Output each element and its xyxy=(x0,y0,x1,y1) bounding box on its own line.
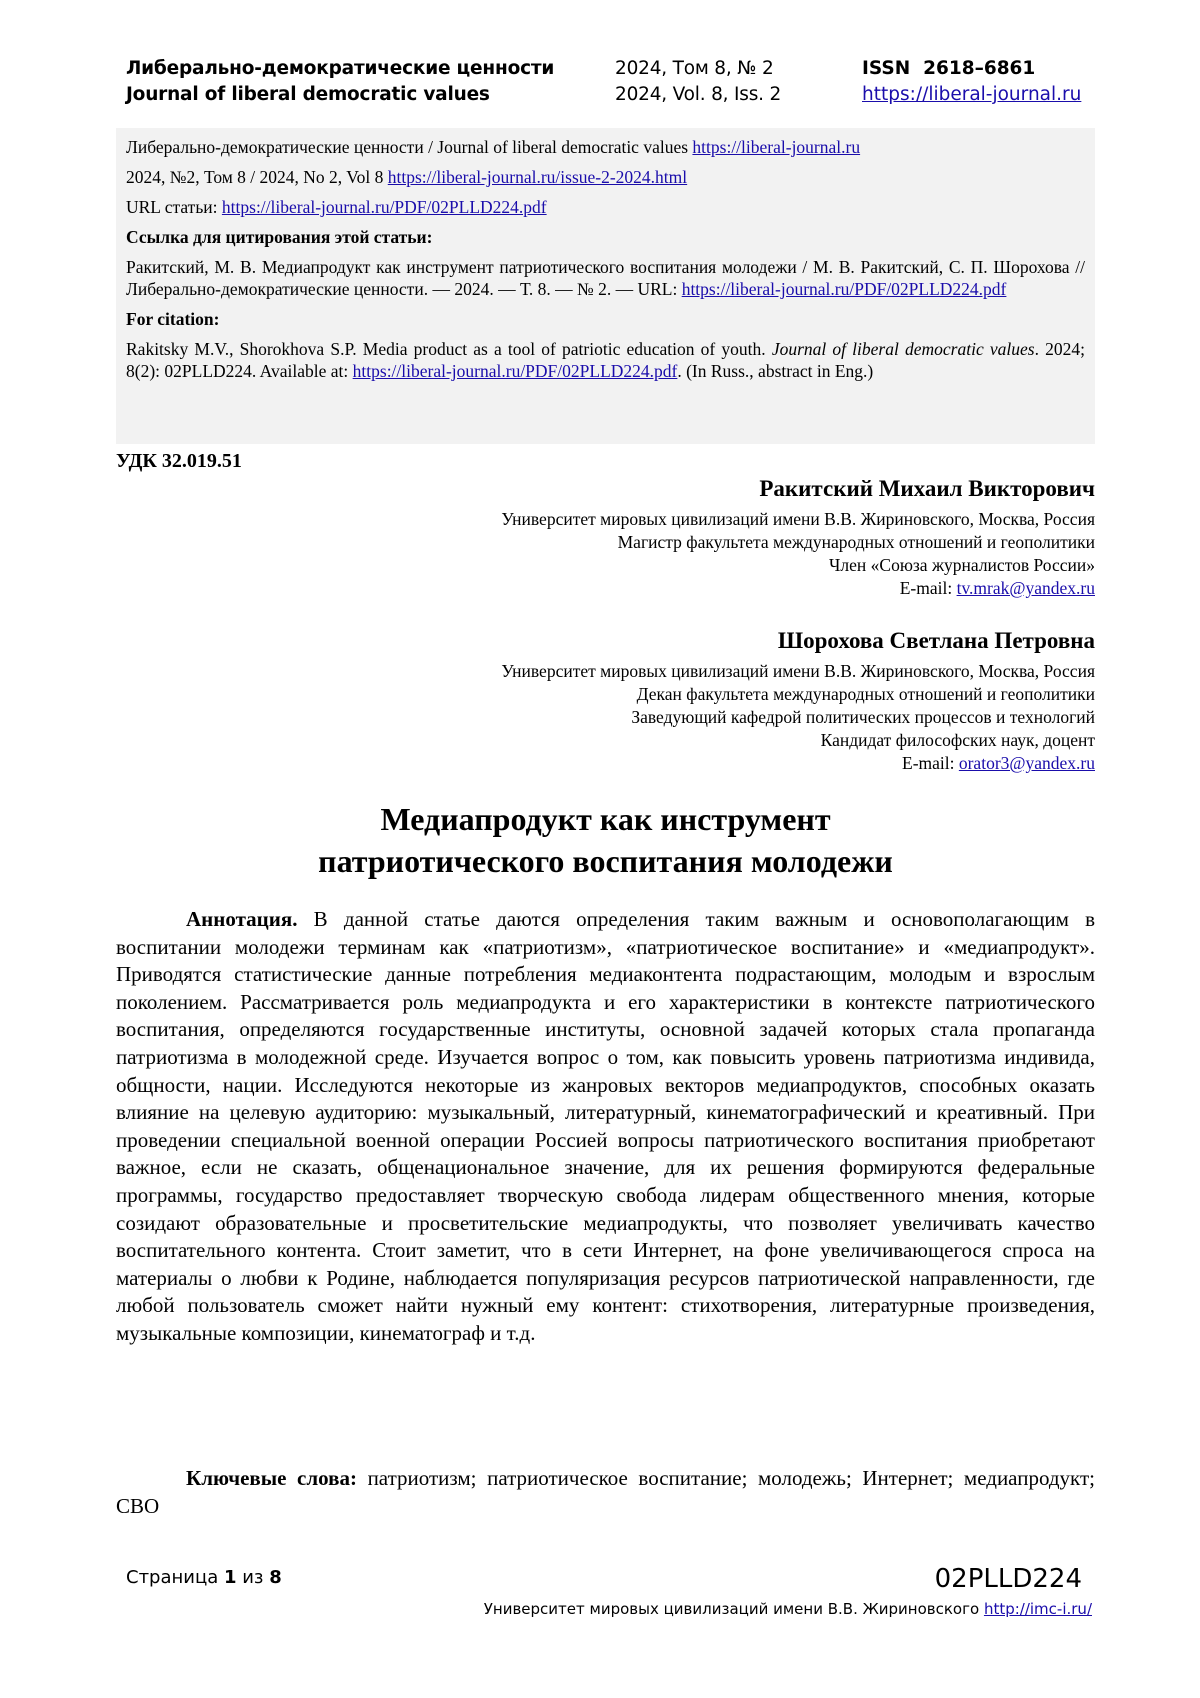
citation-journal-link[interactable]: https://liberal-journal.ru xyxy=(692,137,861,157)
author-block-1 xyxy=(501,474,1095,600)
citation-en-mid: . 2024; 8(2): 02PLLD224. Available at: xyxy=(126,339,1085,381)
author-block-2 xyxy=(501,626,1095,775)
citation-en-journal: Journal of liberal democratic values xyxy=(771,339,1035,359)
issn xyxy=(862,56,1081,82)
article-title xyxy=(116,798,1095,882)
author-membership: Член «Союза журналистов России» xyxy=(829,555,1095,575)
journal-name-ru: Либерально-демократические ценности xyxy=(126,58,555,79)
author-department: Заведующий кафедрой политических процессов и технологий xyxy=(631,707,1095,727)
keywords-text: патриотизм; патриотическое воспитание; молодежь; Интернет; медиапродукт; СВО xyxy=(116,1466,1095,1518)
page-word: Страница xyxy=(126,1567,224,1588)
journal-header xyxy=(126,56,1096,112)
citation-en-after: . (In Russ., abstract in Eng.) xyxy=(677,361,874,381)
page-current: 1 xyxy=(223,1567,237,1588)
journal-site-link[interactable]: https://liberal-journal.ru xyxy=(862,84,1082,105)
author-name: Шорохова Светлана Петровна xyxy=(777,628,1095,653)
abstract-label: Аннотация. xyxy=(186,907,298,931)
author-email-line xyxy=(501,752,1095,775)
author-affiliation: Университет мировых цивилизаций имени В.В. Жириновского, Москва, Россия xyxy=(501,661,1095,681)
issue-ru: 2024, Том 8, № 2 xyxy=(615,58,774,79)
author-affiliation: Университет мировых цивилизаций имени В.В. Жириновского, Москва, Россия xyxy=(501,509,1095,529)
issue-info xyxy=(615,56,781,108)
citation-journal-text: Либерально-демократические ценности / Journal of liberal democratic values xyxy=(126,137,693,157)
footer-university xyxy=(484,1598,1092,1620)
citation-en-label: For citation: xyxy=(126,309,220,329)
article-title-line-1: Медиапродукт как инструмент xyxy=(380,801,831,837)
article-code: 02PLLD224 xyxy=(934,1564,1082,1594)
abstract xyxy=(116,906,1095,1348)
issn-block xyxy=(862,56,1081,108)
citation-issue-line xyxy=(126,166,1085,188)
footer-university-link[interactable]: http://imc-i.ru/ xyxy=(983,1600,1092,1618)
journal-name xyxy=(126,56,554,108)
citation-en-text xyxy=(126,338,1085,382)
citation-ru-label: Ссылка для цитирования этой статьи: xyxy=(126,227,433,247)
journal-name-en: Journal of liberal democratic values xyxy=(126,84,490,105)
citation-url-line xyxy=(126,196,1085,218)
page-counter xyxy=(126,1566,282,1590)
issn-label: ISSN xyxy=(862,58,911,79)
citation-en-link[interactable]: https://liberal-journal.ru/PDF/02PLLD224.pdf xyxy=(352,361,678,381)
author-email-link[interactable]: orator3@yandex.ru xyxy=(958,753,1095,773)
author-degree: Кандидат философских наук, доцент xyxy=(820,730,1095,750)
citation-journal-line xyxy=(126,136,1085,158)
author-position: Магистр факультета международных отношений и геополитики xyxy=(617,532,1095,552)
abstract-text: В данной статье даются определения таким важным и основополагающим в воспитании молодежи терминам как «патриотизм», «патриотическое воспитание» и «медиапродукт». Приводятся статистические данные потребления медиаконтента подрастающим, молодым и взрослым поколением. Рассматривается роль медиапродукта и его характеристики в контексте патриотического воспитания, определяются государственные институты, основной задачей которых стала пропаганда патриотизма в молодежной среде. Изучается вопрос о том, как повысить уровень патриотизма индивида, общности, нации. Исследуются некоторые из жанровых векторов медиапродуктов, способных оказать влияние на целевую аудиторию: музыкальный, литературный, кинематографический и креативный. При проведении специальной военной операции Россией вопросы патриотического воспитания приобретают важное, если не сказать, общенациональное значение, для их решения формируются федеральные программы, государство предоставляет творческую свобода лидерам общественного мнения, которые созидают образовательные и просветительские медиапродукты, что позволяет увеличивать качество воспитательного контента. Стоит заметит, что в сети Интернет, на фоне увеличивающегося спроса на материалы о любви к Родине, наблюдается популяризация ресурсов патриотической направленности, где любой пользователь сможет найти нужный ему контент: стихотворения, литературные произведения, музыкальные композиции, кинематограф и т.д. xyxy=(116,907,1095,1345)
keywords-label: Ключевые слова: xyxy=(186,1466,357,1490)
citation-article-link[interactable]: https://liberal-journal.ru/PDF/02PLLD224.pdf xyxy=(221,197,547,217)
footer-university-text: Университет мировых цивилизаций имени В.В. Жириновского xyxy=(483,1600,984,1618)
issn-number: 2618–6861 xyxy=(923,58,1036,79)
udk-code: УДК 32.019.51 xyxy=(116,450,242,472)
citation-url-label: URL статьи: xyxy=(126,197,222,217)
email-label: E-mail: xyxy=(902,753,959,773)
page-total: 8 xyxy=(269,1567,282,1588)
author-position: Декан факультета международных отношений и геополитики xyxy=(636,684,1095,704)
citation-box xyxy=(116,128,1095,444)
page-of: из xyxy=(236,1567,270,1588)
article-title-line-2: патриотического воспитания молодежи xyxy=(318,843,893,879)
citation-en-body: Rakitsky M.V., Shorokhova S.P. Media product as a tool of patriotic education of youth. xyxy=(126,339,772,359)
author-email-link[interactable]: tv.mrak@yandex.ru xyxy=(956,578,1095,598)
keywords xyxy=(116,1465,1095,1520)
citation-ru-text xyxy=(126,256,1085,300)
author-name: Ракитский Михаил Викторович xyxy=(759,476,1095,501)
citation-ru-link[interactable]: https://liberal-journal.ru/PDF/02PLLD224.pdf xyxy=(681,279,1007,299)
citation-issue-text: 2024, №2, Том 8 / 2024, No 2, Vol 8 xyxy=(126,167,388,187)
issue-en: 2024, Vol. 8, Iss. 2 xyxy=(615,84,782,105)
citation-issue-link[interactable]: https://liberal-journal.ru/issue-2-2024.html xyxy=(387,167,688,187)
email-label: E-mail: xyxy=(899,578,957,598)
author-email-line xyxy=(501,577,1095,600)
citation-ru-body: Ракитский, М. В. Медиапродукт как инструмент патриотического воспитания молодежи / М. В. Ракитский, С. П. Шорохова // Либерально-демократические ценности. — 2024. — Т. 8. — № 2. — URL: xyxy=(126,257,1085,299)
